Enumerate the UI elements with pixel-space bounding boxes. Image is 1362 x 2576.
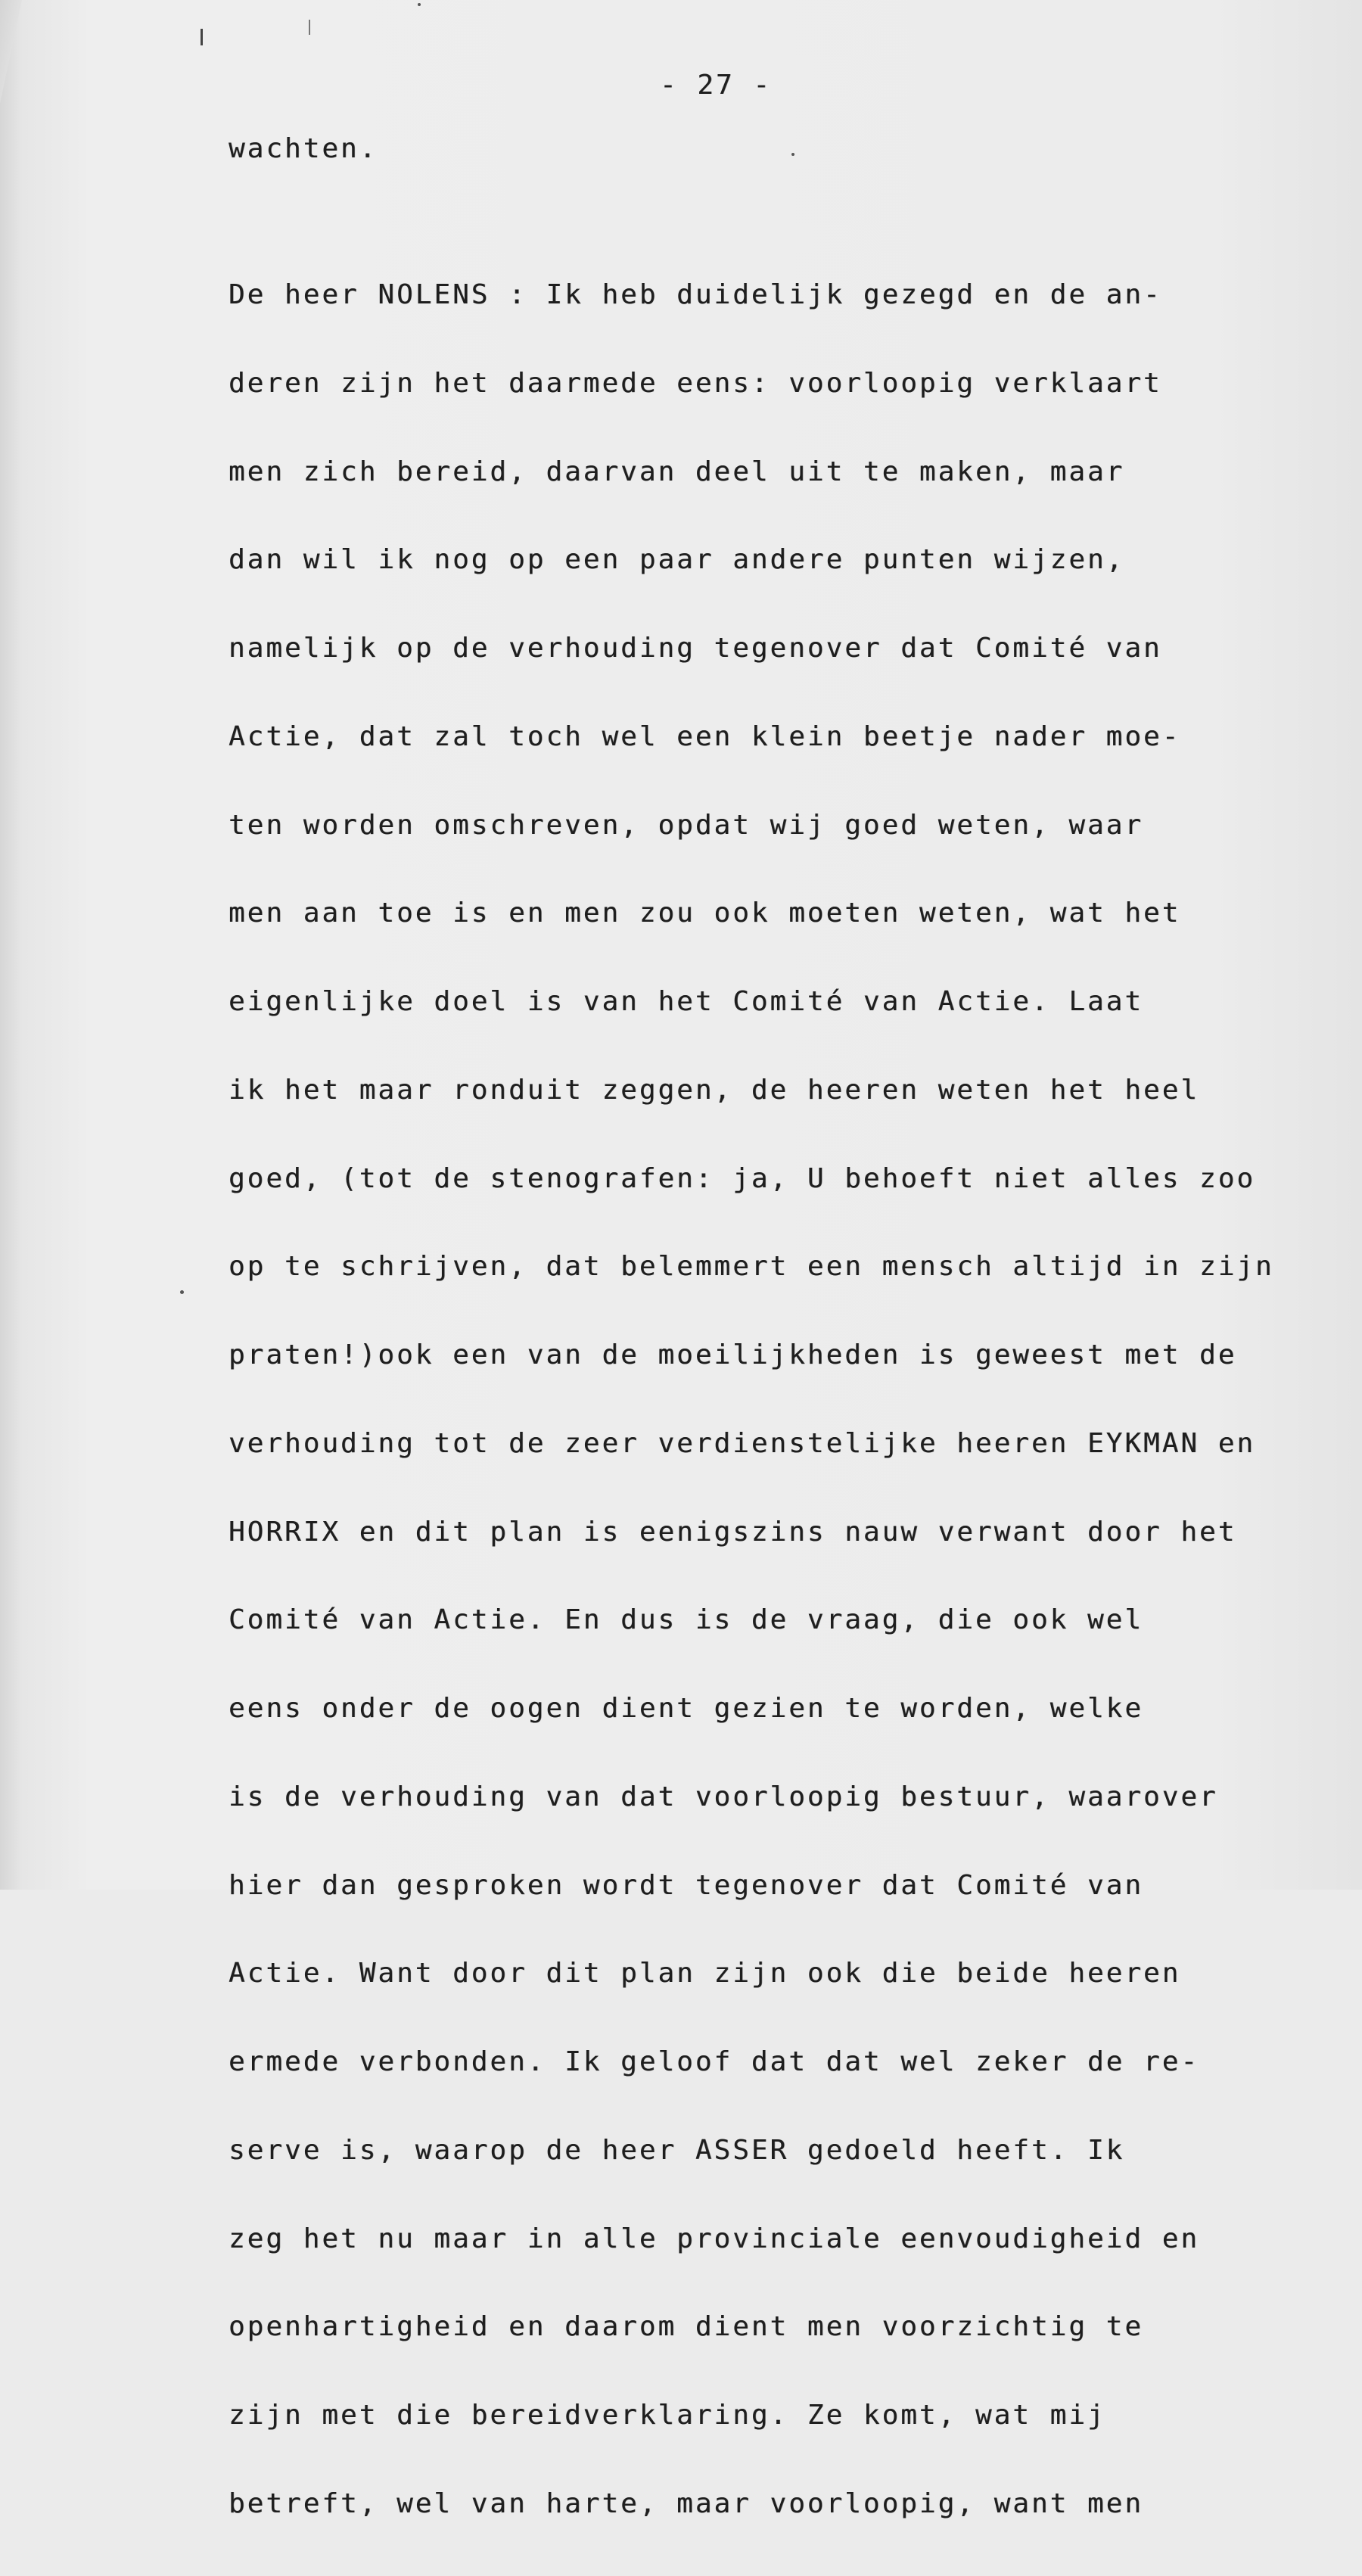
text-line: verhouding tot de zeer verdienstelijke heeren EYKMAN en	[229, 1427, 1256, 1459]
text-line: praten!)ook een van de moeilijkheden is geweest met de	[229, 1339, 1237, 1370]
text-line: zeg het nu maar in alle provinciale eenvoudigheid en	[229, 2223, 1200, 2254]
text-line: op te schrijven, dat belemmert een mensch altijd in zijn	[229, 1251, 1274, 1283]
text-line: Actie. Want door dit plan zijn ook die beide heeren	[229, 1958, 1181, 1990]
text-line: deren zijn het daarmede eens: voorloopig verklaart	[229, 367, 1162, 399]
ink-speck	[791, 153, 794, 156]
ink-speck	[180, 1290, 184, 1294]
text-line: hier dan gesproken wordt tegenover dat Comité van	[229, 1869, 1144, 1901]
text-line: ten worden omschreven, opdat wij goed weten, waar	[229, 809, 1144, 841]
text-line: zijn met die bereidverklaring. Ze komt, wat mij	[229, 2400, 1106, 2431]
text-line: De heer NOLENS : Ik heb duidelijk gezegd en de an-	[229, 279, 1162, 310]
text-line: HORRIX en dit plan is eenigszins nauw verwant door het	[229, 1516, 1237, 1548]
margin-mark	[201, 29, 203, 45]
ink-speck	[418, 3, 421, 6]
text-line: dan wil ik nog op een paar andere punten wijzen,	[229, 544, 1125, 576]
text-line: Comité van Actie. En dus is de vraag, die ook wel	[229, 1604, 1144, 1636]
text-line: openhartigheid en daarom dient men voorzichtig te	[229, 2311, 1144, 2343]
text-line: is de verhouding van dat voorloopig bestuur, waarover	[229, 1781, 1218, 1812]
text-line: men zich bereid, daarvan deel uit te maken, maar	[229, 456, 1125, 487]
text-line: eens onder de oogen dient gezien te worden, welke	[229, 1693, 1144, 1724]
margin-mark	[309, 20, 310, 35]
text-line: men aan toe is en men zou ook moeten weten, wat het	[229, 898, 1181, 929]
text-line: eigenlijke doel is van het Comité van Actie. Laat	[229, 986, 1144, 1017]
body-text	[229, 250, 1274, 2576]
continuation-line: wachten.	[229, 133, 378, 164]
text-line: serve is, waarop de heer ASSER gedoeld heeft. Ik	[229, 2134, 1125, 2166]
page-edge-shadow	[0, 0, 29, 352]
text-line: goed, (tot de stenografen: ja, U behoeft niet alles zoo	[229, 1162, 1256, 1194]
text-line: ermede verbonden. Ik geloof dat dat wel zeker de re-	[229, 2046, 1200, 2077]
text-line: betreft, wel van harte, maar voorloopig, want men	[229, 2487, 1144, 2519]
page-number: - 27 -	[660, 70, 773, 101]
text-line: ik het maar ronduit zeggen, de heeren weten het heel	[229, 1074, 1200, 1106]
text-line: Actie, dat zal toch wel een klein beetje nader moe-	[229, 720, 1181, 752]
text-line: namelijk op de verhouding tegenover dat Comité van	[229, 633, 1162, 664]
